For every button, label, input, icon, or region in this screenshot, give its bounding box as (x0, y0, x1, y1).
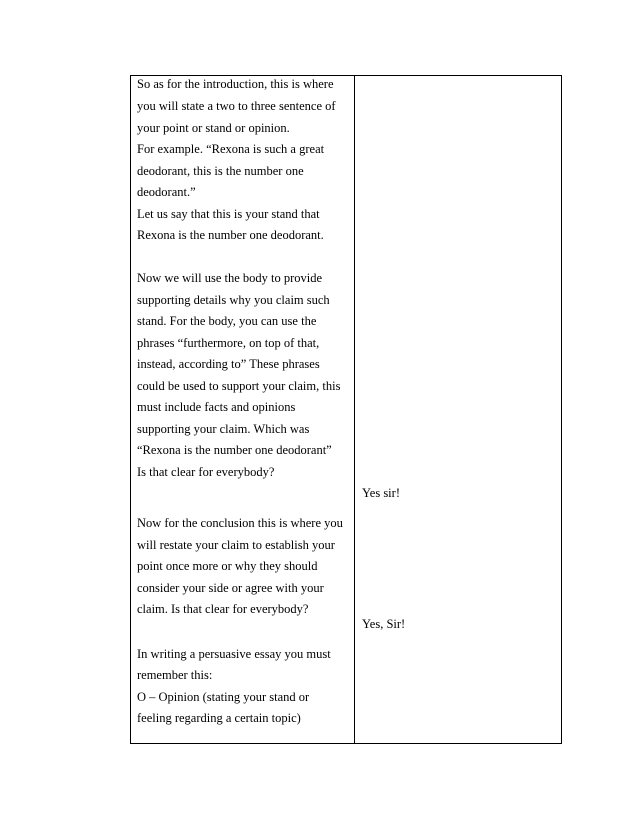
teacher-text-line: deodorant.” (137, 185, 196, 199)
teacher-text-line: instead, according to” These phrases (137, 357, 320, 371)
teacher-text-line: supporting your claim. Which was (137, 422, 310, 436)
student-response: Yes, Sir! (362, 617, 406, 631)
teacher-text-line: Now for the conclusion this is where you (137, 516, 343, 530)
teacher-text-line: For example. “Rexona is such a great (137, 142, 325, 156)
teacher-text-line: remember this: (137, 668, 213, 682)
teacher-text-line: point once more or why they should (137, 559, 318, 573)
teacher-text-line: phrases “furthermore, on top of that, (137, 336, 320, 350)
teacher-text-line: So as for the introduction, this is where (137, 77, 334, 91)
teacher-text-line: Rexona is the number one deodorant. (137, 228, 324, 242)
teacher-text-line: feeling regarding a certain topic) (137, 711, 301, 725)
teacher-text-line: Let us say that this is your stand that (137, 207, 320, 221)
teacher-text-line: will restate your claim to establish your (137, 538, 335, 552)
column-divider (354, 76, 355, 743)
teacher-text-line: deodorant, this is the number one (137, 164, 304, 178)
teacher-text-line: Now we will use the body to provide (137, 271, 323, 285)
teacher-text-line: supporting details why you claim such (137, 293, 330, 307)
teacher-text-line: stand. For the body, you can use the (137, 314, 317, 328)
lesson-table (130, 75, 562, 744)
teacher-text-line: you will state a two to three sentence of (137, 99, 336, 113)
teacher-text-line: consider your side or agree with your (137, 581, 324, 595)
teacher-text-line: Is that clear for everybody? (137, 465, 275, 479)
teacher-text-line: claim. Is that clear for everybody? (137, 602, 309, 616)
teacher-text-line: In writing a persuasive essay you must (137, 647, 331, 661)
teacher-text-line: your point or stand or opinion. (137, 121, 290, 135)
teacher-text-line: O – Opinion (stating your stand or (137, 690, 310, 704)
teacher-text-line: must include facts and opinions (137, 400, 296, 414)
teacher-text-line: could be used to support your claim, this (137, 379, 341, 393)
student-response: Yes sir! (362, 486, 400, 500)
teacher-text-line: “Rexona is the number one deodorant” (137, 443, 332, 457)
